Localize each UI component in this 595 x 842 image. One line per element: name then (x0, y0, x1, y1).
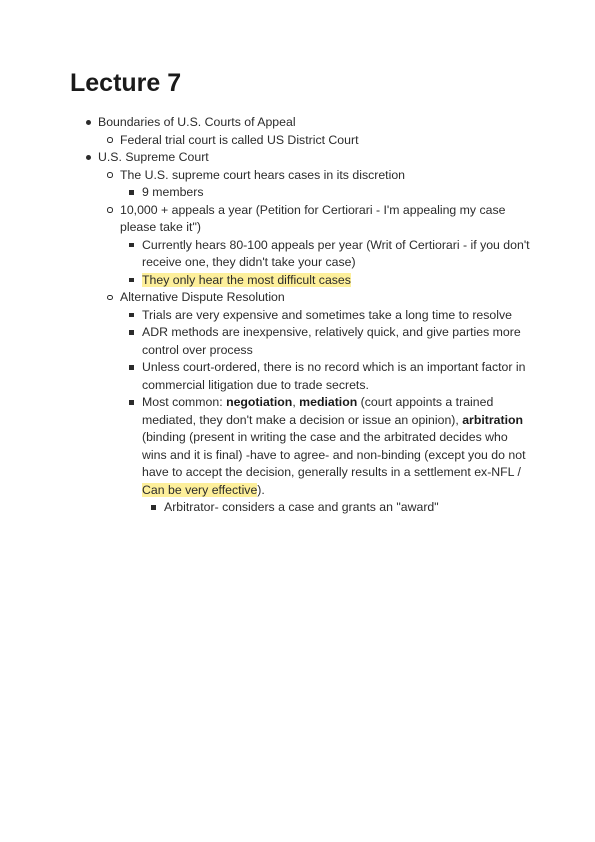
list-item-text: Boundaries of U.S. Courts of Appeal (98, 115, 296, 129)
list-item-supreme-court (70, 149, 530, 517)
bold-term-mediation: mediation (299, 395, 358, 409)
list-item-text: U.S. Supreme Court (98, 150, 209, 164)
list-item-appeals (98, 202, 530, 290)
sublist (98, 132, 530, 150)
circle-bullet-icon (107, 172, 113, 178)
list-item-currently (120, 237, 530, 272)
outline-list (70, 114, 530, 517)
square-bullet-icon (129, 330, 134, 335)
list-item-text: Federal trial court is called US District Court (120, 132, 359, 147)
list-item-arbitrator (142, 499, 530, 517)
bold-term-negotiation: negotiation (226, 395, 293, 409)
list-item-text: Alternative Dispute Resolution (120, 290, 285, 304)
circle-bullet-icon (107, 137, 113, 143)
list-item-text: Most common: (142, 395, 227, 409)
list-item-trials (120, 307, 530, 325)
sublist (142, 499, 530, 517)
list-item-most-common (120, 394, 530, 517)
highlighted-text: Can be very effective (142, 482, 258, 497)
list-item-unless (120, 359, 530, 394)
highlighted-text: They only hear the most difficult cases (142, 272, 351, 287)
list-item-text: 9 members (142, 185, 204, 199)
list-item-discretion (98, 167, 530, 202)
list-item-text: Unless court-ordered, there is no record which is an important factor in commercial litigation due to trade secrets. (142, 360, 526, 392)
square-bullet-icon (151, 505, 156, 510)
sublist (98, 167, 530, 517)
disc-bullet-icon (86, 120, 91, 125)
list-item-text: Currently hears 80-100 appeals per year (Writ of Certiorari - if you don't receive one, they didn't take your case) (142, 237, 530, 269)
bold-term-arbitration: arbitration (462, 412, 524, 427)
square-bullet-icon (129, 313, 134, 318)
document-page (70, 68, 530, 517)
list-item-difficult (120, 272, 530, 290)
list-item-boundaries (70, 114, 530, 149)
list-item-text: ADR methods are inexpensive, relatively quick, and give parties more control over process (142, 325, 521, 357)
circle-bullet-icon (107, 295, 113, 301)
list-item-federal-trial (98, 132, 530, 150)
list-item-text: Trials are very expensive and sometimes take a long time to resolve (142, 307, 512, 322)
mediation-description: (court appoints a trained mediated, they don't make a decision or issue an opinion), (142, 395, 494, 427)
list-item-adr-methods (120, 324, 530, 359)
square-bullet-icon (129, 243, 134, 248)
list-item-members (120, 184, 530, 202)
square-bullet-icon (129, 365, 134, 370)
square-bullet-icon (129, 190, 134, 195)
closing-text: ). (257, 482, 265, 497)
list-item-text: Arbitrator- considers a case and grants an "award" (164, 500, 439, 514)
list-item-text: 10,000 + appeals a year (Petition for Certiorari - I'm appealing my case please take it") (120, 202, 506, 234)
page-title: Lecture 7 (70, 69, 182, 97)
sublist (120, 237, 530, 290)
disc-bullet-icon (86, 155, 91, 160)
list-item-adr (98, 289, 530, 517)
separator-text: , (292, 395, 300, 409)
circle-bullet-icon (107, 207, 113, 213)
square-bullet-icon (129, 278, 134, 283)
square-bullet-icon (129, 400, 134, 405)
sublist (120, 307, 530, 517)
list-item-text: The U.S. supreme court hears cases in its discretion (120, 167, 405, 182)
sublist (120, 184, 530, 202)
arbitration-description: (binding (present in writing the case and the arbitrated decides who wins and it is final) -have to agree- and non-binding (except you do not have to accept the decision, generally results in a settlement ex-NFL / (142, 430, 526, 479)
